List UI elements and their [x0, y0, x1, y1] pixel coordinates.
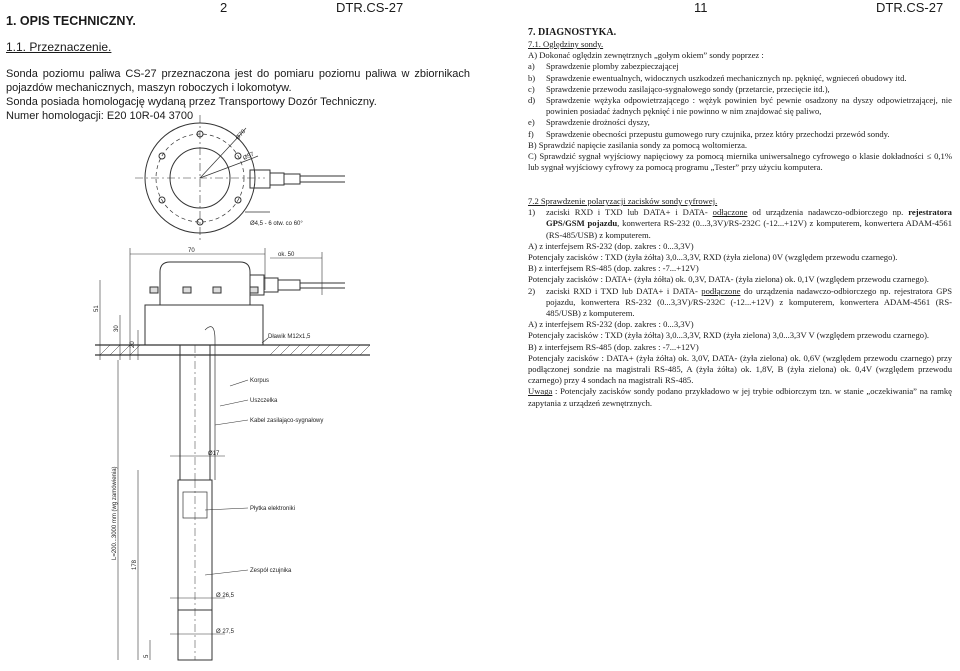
dim-d17: Ø17: [208, 451, 220, 457]
dim-30: 30: [114, 325, 120, 332]
list-item: a) Sprawdzenie plomby zabezpieczającej: [528, 61, 679, 72]
section-heading: 7. DIAGNOSTYKA.: [528, 27, 617, 38]
dim-d70: Ø70: [235, 128, 248, 142]
section-heading: 1. OPIS TECHNICZNY.: [6, 14, 136, 28]
subsection-heading-text: 7.2 Sprawdzenie polaryzacji zacisków sondy cyfrowej.: [528, 196, 718, 206]
doc-code: DTR.CS-27: [876, 0, 944, 15]
paragraph-line: Sonda poziomu paliwa CS-27 przeznaczona jest do pomiaru poziomu paliwa w zbiornikach: [6, 68, 470, 80]
diagnostics-section: [528, 26, 952, 173]
paragraph: Numer homologacji: E20 10R-04 3700: [6, 110, 194, 122]
polarization-section: [528, 196, 952, 409]
paragraph: C) Sprawdzić sygnał wyjściowy napięciowy za pomocą miernika uniwersalnego cyfrowego o klasie dokładności ≤ 0,1% lub sygnał wyjściowy cyfrowy za pomocą programu „Tester” przy użyciu komputera.: [528, 151, 952, 173]
paragraph: Potencjały zacisków : TXD (żyła żółta) 3,0...3,3V, RXD (żyła zielona) 0V (względem przewodu czarnego).: [528, 252, 898, 263]
paragraph: B) z interfejsem RS-485 (dop. zakres : -7...+12V): [528, 263, 699, 274]
paragraph: Potencjały zacisków : DATA+ (żyła żółta) ok. 3,0V, DATA- (żyła zielona) ok. 0,6V (względem przewodu czarnego) przy podłączonej sondzie na magistrali RS-485, A (żyła żółta) ok. 1,8V, B (żyła zielona) ok. 0,4V (względem przewodu czarnego) przy 4 sondach na magistrali RS-485.: [528, 352, 952, 386]
paragraph: B) Sprawdzić napięcie zasilania sondy za pomocą woltomierza.: [528, 139, 748, 150]
list-item: 2) zaciski RXD i TXD lub DATA+ i DATA- podłączone do urządzenia nadawczo-odbiorczego np. rejestratora GPS pojazdu, konwertera RS-232 (0...3,3V)/RS-232C (-12...+12V) z komputerem, konwertera ADAM-4561 (RS-485/USB) z komputerem.: [528, 285, 952, 319]
list-item: 1) zaciski RXD i TXD lub DATA+ i DATA- odłączone od urządzenia nadawczo-odbiorczego np. rejestratora GPS/GSM pojazdu, konwertera RS-232 (0...3,3V)/RS-232C (-12...+12V) z komputerem, konwertera ADAM-4561 (RS-485/USB) z komputerem.: [528, 207, 952, 240]
list-item: e) Sprawdzenie drożności dyszy,: [528, 117, 650, 128]
list-item: d) Sprawdzenie wężyka odpowietrzającego : wężyk powinien być pewnie osadzony na dyszy odpowietrzającej, nie powinien posiadać żadnych pęknięć i nie powinno w nim znajdować się paliwo,: [528, 95, 952, 117]
paragraph-line: pojazdów mechanicznych, maszyn roboczych i lokomotyw.: [6, 82, 292, 94]
page-number: 2: [220, 0, 228, 15]
flange-side: [145, 305, 263, 345]
dim-d275: Ø 27,5: [216, 629, 235, 635]
paragraph: A) Dokonać oględzin zewnętrznych „gołym okiem” sondy poprzez :: [528, 50, 764, 61]
label-plytka: Płytka elektroniki: [250, 506, 296, 512]
dim-50: ok. 50: [278, 252, 295, 258]
subsection-heading: [528, 39, 952, 50]
paragraph: Potencjały zacisków : TXD (żyła żółta) 3,0...3,3V, RXD (żyła zielona) 3,0...3,3V V (względem przewodu czarnego).: [528, 330, 930, 341]
dim-holes: Ø4,5 - 6 otw. co 60°: [250, 221, 303, 227]
sensor-head: [160, 262, 250, 305]
list-item: f) Sprawdzenie obecności przepustu gumowego rury czujnika, przez który przechodzi przewód sondy.: [528, 128, 890, 139]
subsection-heading-text: 1.1. Przeznaczenie.: [6, 40, 112, 54]
list-item: b) Sprawdzenie ewentualnych, widocznych uszkodzeń mechanicznych np. pęknięć, wgnieceń obudowy itd.: [528, 72, 907, 83]
dim-5: 5: [144, 654, 150, 658]
dim-d57: Ø57: [242, 151, 256, 162]
paragraph: A) z interfejsem RS-232 (dop. zakres : 0...3,3V): [528, 319, 694, 330]
subsection-heading: [528, 196, 952, 207]
paragraph: Sonda posiada homologację wydaną przez Transportowy Dozór Techniczny.: [6, 96, 377, 108]
subsection-heading-text: 7.1. Oględziny sondy.: [528, 39, 604, 49]
paragraph: B) z interfejsem RS-485 (dop. zakres : -7...+12V): [528, 341, 699, 352]
label-zespol: Zespół czujnika: [250, 568, 292, 574]
dim-20: 20: [130, 341, 136, 348]
page-number: 11: [694, 0, 708, 15]
dim-d265: Ø 26,5: [216, 593, 235, 599]
doc-code: DTR.CS-27: [336, 0, 404, 15]
paragraph: A) z interfejsem RS-232 (dop. zakres : 0...3,3V): [528, 240, 694, 251]
label-kabel: Kabel zasilająco-sygnałowy: [250, 418, 324, 424]
dim-70: 70: [188, 248, 195, 254]
label-korpus: Korpus: [250, 378, 270, 384]
list-item: c) Sprawdzenie przewodu zasilająco-sygnałowego sondy (przetarcie, przecięcie itd.),: [528, 83, 830, 94]
label-dlawik: Dławik M12x1,5: [268, 334, 311, 340]
paragraph: Potencjały zacisków : DATA+ (żyła żółta) ok. 0,3V, DATA- (żyła zielona) ok. 0,1V (względem przewodu czarnego).: [528, 274, 929, 285]
note: Uwaga : Potencjały zacisków sondy podano przykładowo w jej trybie odbiorczym tzn. w stanie „oczekiwania” na ramkę zapytania z urządzeń zewnętrznych.: [528, 386, 952, 408]
gland-top: [250, 170, 270, 188]
dim-178: 178: [132, 559, 138, 570]
label-uszczelka: Uszczelka: [250, 398, 278, 404]
dim-51: 51: [94, 305, 100, 312]
dim-length: L=200...3000 mm (wg zamówienia): [112, 466, 118, 560]
